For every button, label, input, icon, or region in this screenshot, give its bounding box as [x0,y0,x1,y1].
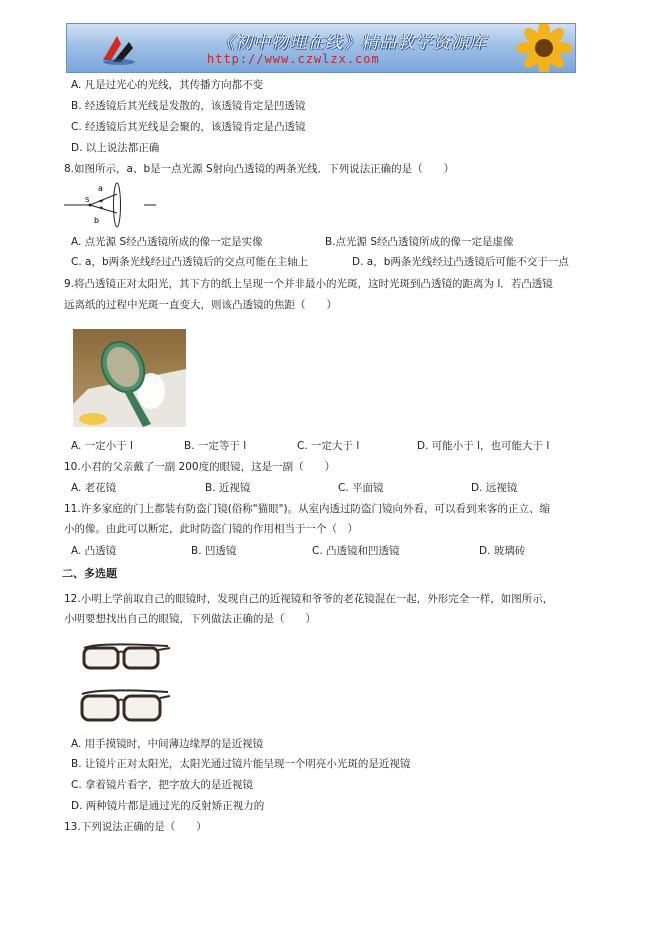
q7-option-c: C. 经透镜后其光线是会聚的，该透镜肯定是凸透镜 [71,121,306,133]
q7-option-a: A. 凡是过光心的光线，其传播方向都不变 [71,79,264,91]
q7-option-b: B. 经透镜后其光线是发散的，该透镜肯定是凹透镜 [71,100,306,112]
q9-stem-line2: 远离纸的过程中光斑一直变大，则该凸透镜的焦距（ ） [64,299,337,311]
q11-option-c: C. 凸透镜和凹透镜 [312,545,400,557]
q12-option-b: B. 让镜片正对太阳光，太阳光通过镜片能呈现一个明亮小光斑的是近视镜 [71,758,411,770]
q11-option-a: A. 凸透镜 [71,545,117,557]
q9-magnifier-photo [73,329,186,427]
q8-lens-diagram [64,180,160,230]
q7-option-d: D. 以上说法都正确 [71,142,160,154]
section-heading-multiple-choice: 二、多选题 [62,567,117,580]
q12-option-a: A. 用手摸镜时，中间薄边缘厚的是近视镜 [71,738,264,750]
q8-option-a: A. 点光源 S经凸透镜所成的像一定是实像 [71,236,263,248]
q12-stem-line1: 12.小明上学前取自己的眼镜时，发现自己的近视镜和爷爷的老花镜混在一起，外形完全一样，如图所示， [64,593,554,605]
q9-stem-line1: 9.将凸透镜正对太阳光，其下方的纸上呈现一个并非最小的光斑，这时光斑到凸透镜的距离为 l．若凸透镜 [64,278,553,290]
q9-option-b: B. 一定等于 l [184,440,247,452]
q12-stem-line2: 小明要想找出自己的眼镜，下列做法正确的是（ ） [64,613,316,625]
q12-glasses-photo [80,638,172,730]
q8-label-b: b [94,216,100,225]
q11-option-b: B. 凹透镜 [191,545,237,557]
q9-option-c: C. 一定大于 l [297,440,360,452]
q10-option-d: D. 远视镜 [471,482,518,494]
q8-label-a: a [98,184,103,193]
glasses-top-icon [84,644,170,668]
q9-option-a: A. 一定小于 l [71,440,133,452]
sunflower-icon [509,23,576,73]
q11-stem-line1: 11.许多家庭的门上都装有防盗门镜(俗称"猫眼")。从室内透过防盗门镜向外看，可以看到来客的正立、缩 [64,503,551,515]
q10-option-b: B. 近视镜 [205,482,251,494]
q11-option-d: D. 玻璃砖 [479,545,526,557]
q8-option-b: B.点光源 S经凸透镜所成的像一定是虚像 [325,236,514,248]
q8-stem: 8.如图所示，a、b是一点光源 S射向凸透镜的两条光线．下列说法正确的是（ ） [64,163,455,175]
banner-title: 《初中物理在线》精品教学资源库 [217,33,487,53]
q8-label-s: S [85,196,90,204]
site-logo-icon [99,32,139,66]
q10-option-a: A. 老花镜 [71,482,117,494]
q8-option-d: D. a，b两条光线经过凸透镜后可能不交于一点 [352,256,569,268]
q8-option-c: C. a，b两条光线经过凸透镜后的交点可能在主轴上 [71,256,309,268]
q10-option-c: C. 平面镜 [338,482,384,494]
q11-stem-line2: 小的像。由此可以断定，此时防盗门镜的作用相当于一个（ ） [64,523,358,535]
q13-stem: 13.下列说法正确的是（ ） [64,821,207,833]
q12-option-d: D. 两种镜片都是通过光的反射矫正视力的 [71,800,265,812]
banner-url[interactable]: http://www.czwlzx.com [207,52,380,66]
header-banner [66,23,576,73]
q10-stem: 10.小君的父亲戴了一副 200度的眼镜，这是一副（ ） [64,461,336,473]
glasses-bottom-icon [82,690,170,720]
q12-option-c: C. 拿着镜片看字，把字放大的是近视镜 [71,779,254,791]
q9-option-d: D. 可能小于 l，也可能大于 l [417,440,550,452]
